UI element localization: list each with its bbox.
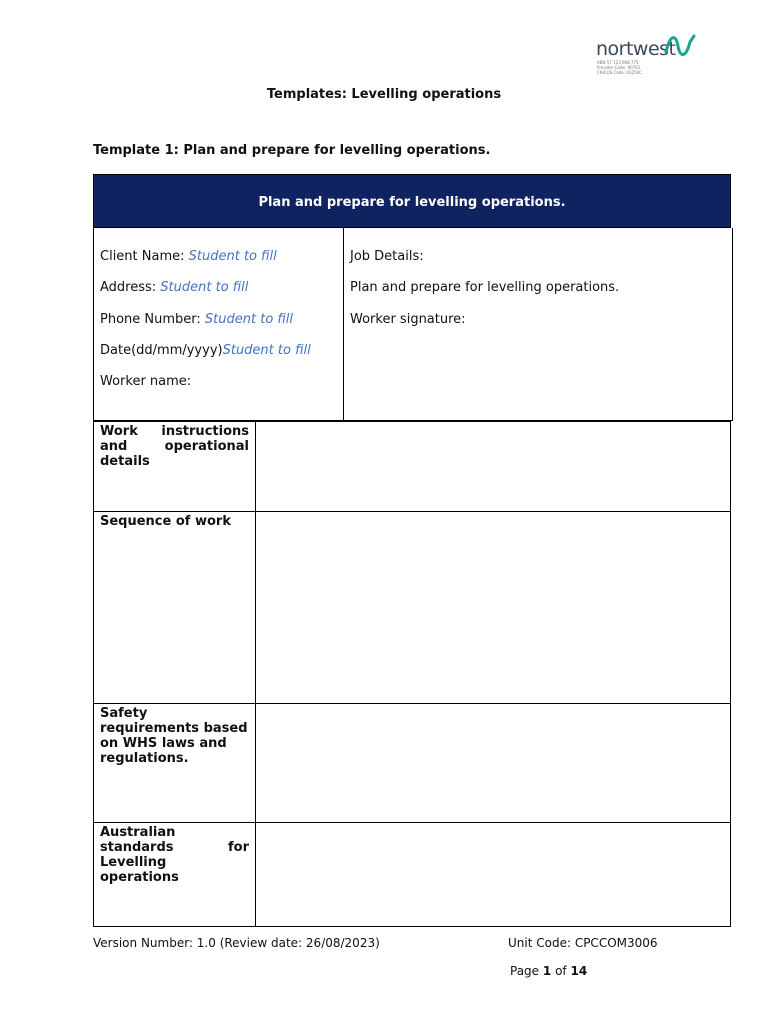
row-input-cell[interactable] — [256, 422, 731, 512]
job-details-value: Plan and prepare for levelling operations. — [350, 280, 620, 295]
table-row — [94, 422, 731, 512]
client-info-column — [94, 228, 344, 420]
client-name-label: Client Name: — [100, 249, 185, 264]
footer-version: Version Number: 1.0 (Review date: 26/08/2023) — [93, 936, 380, 950]
nortwest-logo — [596, 32, 706, 80]
table-row — [94, 512, 731, 704]
row-label: Work instructions and operational details — [94, 422, 256, 512]
row-input-cell[interactable] — [256, 823, 731, 927]
page-current: 1 — [542, 964, 552, 978]
logo-small-print — [597, 60, 667, 75]
logo-wave-icon — [664, 32, 698, 60]
date-field[interactable]: Student to fill — [222, 343, 311, 358]
address-label: Address: — [100, 280, 157, 295]
page-total: 14 — [570, 964, 588, 978]
client-name-field[interactable]: Student to fill — [188, 249, 277, 264]
logo-wordmark: nortwest — [596, 38, 676, 60]
logo-line: ABN 57 123 068 775 — [597, 60, 639, 65]
page-of: of — [555, 964, 567, 978]
logo-line: CRICOS Code: 03256C — [597, 70, 642, 75]
worker-signature-label: Worker signature: — [350, 312, 466, 327]
logo-line: Provider Code: 90701 — [597, 65, 641, 70]
row-label: Sequence of work — [94, 512, 256, 704]
header-banner-text: Plan and prepare for levelling operations. — [258, 195, 566, 210]
address-field[interactable]: Student to fill — [160, 280, 249, 295]
phone-field[interactable]: Student to fill — [204, 312, 294, 327]
page-number — [510, 964, 587, 978]
page-prefix: Page — [510, 964, 540, 978]
client-name-line — [100, 249, 277, 264]
footer-unit-code: Unit Code: CPCCOM3006 — [508, 936, 658, 950]
worker-name-line — [100, 374, 191, 389]
job-details-label: Job Details: — [350, 249, 424, 264]
row-label: Australian standards for Levelling operations — [94, 823, 256, 927]
row-input-cell[interactable] — [256, 704, 731, 823]
worker-name-label: Worker name: — [100, 374, 192, 389]
info-section — [93, 228, 733, 421]
document-title: Templates: Levelling operations — [266, 87, 502, 102]
row-input-cell[interactable] — [256, 512, 731, 704]
date-label: Date(dd/mm/yyyy) — [100, 343, 223, 358]
phone-label: Phone Number: — [100, 312, 201, 327]
table-row — [94, 704, 731, 823]
date-line — [100, 343, 311, 358]
address-line — [100, 280, 248, 295]
template-table — [93, 421, 731, 927]
template-heading: Template 1: Plan and prepare for levelling operations. — [93, 143, 491, 158]
phone-line — [100, 312, 293, 327]
header-banner — [93, 174, 731, 228]
row-label: Safety requirements based on WHS laws and regulations. — [94, 704, 256, 823]
table-row — [94, 823, 731, 927]
